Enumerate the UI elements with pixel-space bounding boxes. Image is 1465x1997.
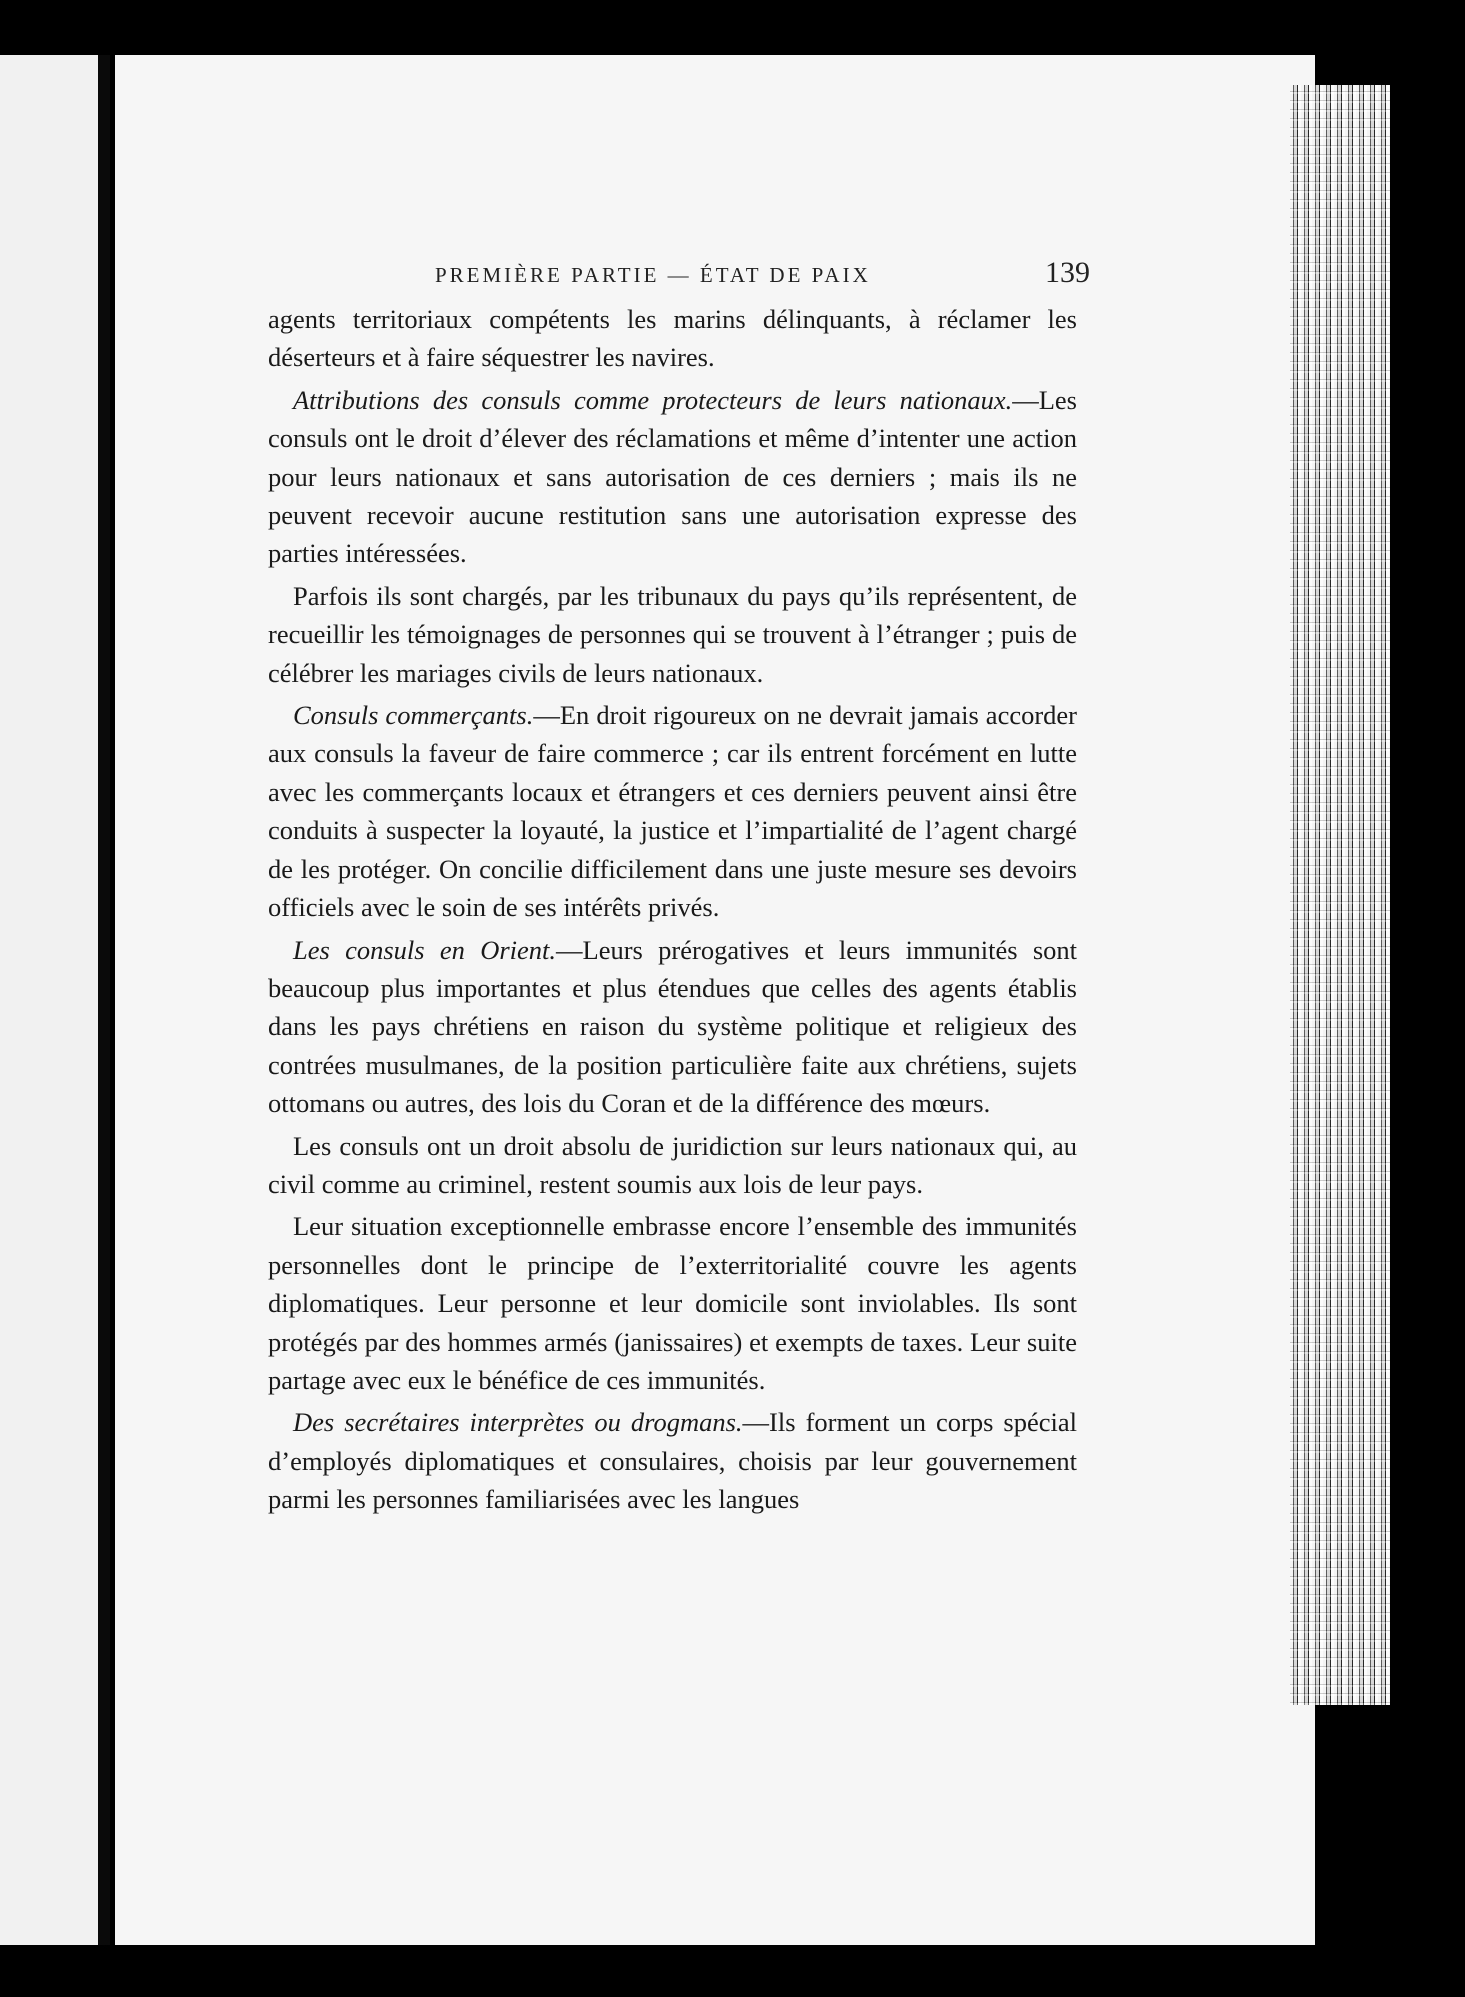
paragraph bbox=[268, 1127, 1077, 1204]
running-head bbox=[270, 256, 1090, 290]
paragraph bbox=[268, 577, 1077, 692]
page-number: 139 bbox=[1045, 256, 1090, 289]
paragraph bbox=[268, 1403, 1077, 1518]
facing-page-edge bbox=[0, 55, 98, 1945]
paragraph-text: agents territoriaux compétents les marins délinquants, à réclamer les déserteurs et à faire séquestrer les navires. bbox=[268, 304, 1077, 373]
paragraph bbox=[268, 1207, 1077, 1399]
section-title: Des secrétaires interprètes ou drogmans. bbox=[293, 1407, 743, 1438]
paragraph bbox=[268, 696, 1077, 926]
paragraph-text: —Leurs prérogatives et leurs immunités sont beaucoup plus importantes et plus étendues que celles des agents établis dans les pays chrétiens en raison du système politique et religieux des contrées musulmanes, de la position particulière faite aux chrétiens, sujets ottomans ou autres, des lois du Coran et de la différence des mœurs. bbox=[268, 934, 1078, 1119]
paragraph-text: Les consuls ont un droit absolu de juridiction sur leurs nationaux qui, au civil comme au criminel, restent soumis aux lois de leur pays. bbox=[268, 1130, 1077, 1199]
running-head-title: PREMIÈRE PARTIE — ÉTAT DE PAIX bbox=[435, 263, 871, 287]
paragraph-text: —Ils forment un corps spécial d’employés diplomatiques et consulaires, choisis par leur gouvernement parmi les personnes familiarisées avec les langues bbox=[268, 1407, 1077, 1515]
paragraph-text: Leur situation exceptionnelle embrasse encore l’ensemble des immunités personnelles dont le principe de l’exterritorialité couvre les agents diplomatiques. Leur personne et leur domicile sont inviolables. Ils sont protégés par des hommes armés (janissaires) et exempts de taxes. Leur suite partage avec eux le bénéfice de ces immunités. bbox=[268, 1211, 1077, 1395]
body-text bbox=[268, 300, 1077, 1523]
book-gutter bbox=[98, 55, 110, 1945]
paragraph-text: —Les consuls ont le droit d’élever des réclamations et même d’intenter une action pour leurs nationaux et sans autorisation de ces derniers ; mais ils ne peuvent recevoir aucune restitution sans une autorisation expresse des parties intéressées. bbox=[268, 384, 1077, 569]
section-title: Consuls commerçants. bbox=[293, 700, 534, 731]
section-title: Attributions des consuls comme protecteurs de leurs nationaux. bbox=[293, 384, 1013, 415]
section-title: Les consuls en Orient. bbox=[293, 934, 557, 965]
paragraph bbox=[268, 381, 1077, 573]
paragraph bbox=[268, 931, 1077, 1123]
paragraph bbox=[268, 300, 1077, 377]
page-edges bbox=[1290, 85, 1390, 1705]
paragraph-text: Parfois ils sont chargés, par les tribunaux du pays qu’ils représentent, de recueillir les témoignages de personnes qui se trouvent à l’étranger ; puis de célébrer les mariages civils de leurs nationaux. bbox=[268, 580, 1077, 688]
paragraph-text: —En droit rigoureux on ne devrait jamais accorder aux consuls la faveur de faire commerce ; car ils entrent forcément en lutte avec les commerçants locaux et étrangers et ces derniers peuvent ainsi être conduits à suspecter la loyauté, la justice et l’impartialité de l’agent chargé de les protéger. On concilie difficilement dans une juste mesure ses devoirs officiels avec le soin de ses intérêts privés. bbox=[268, 700, 1078, 923]
